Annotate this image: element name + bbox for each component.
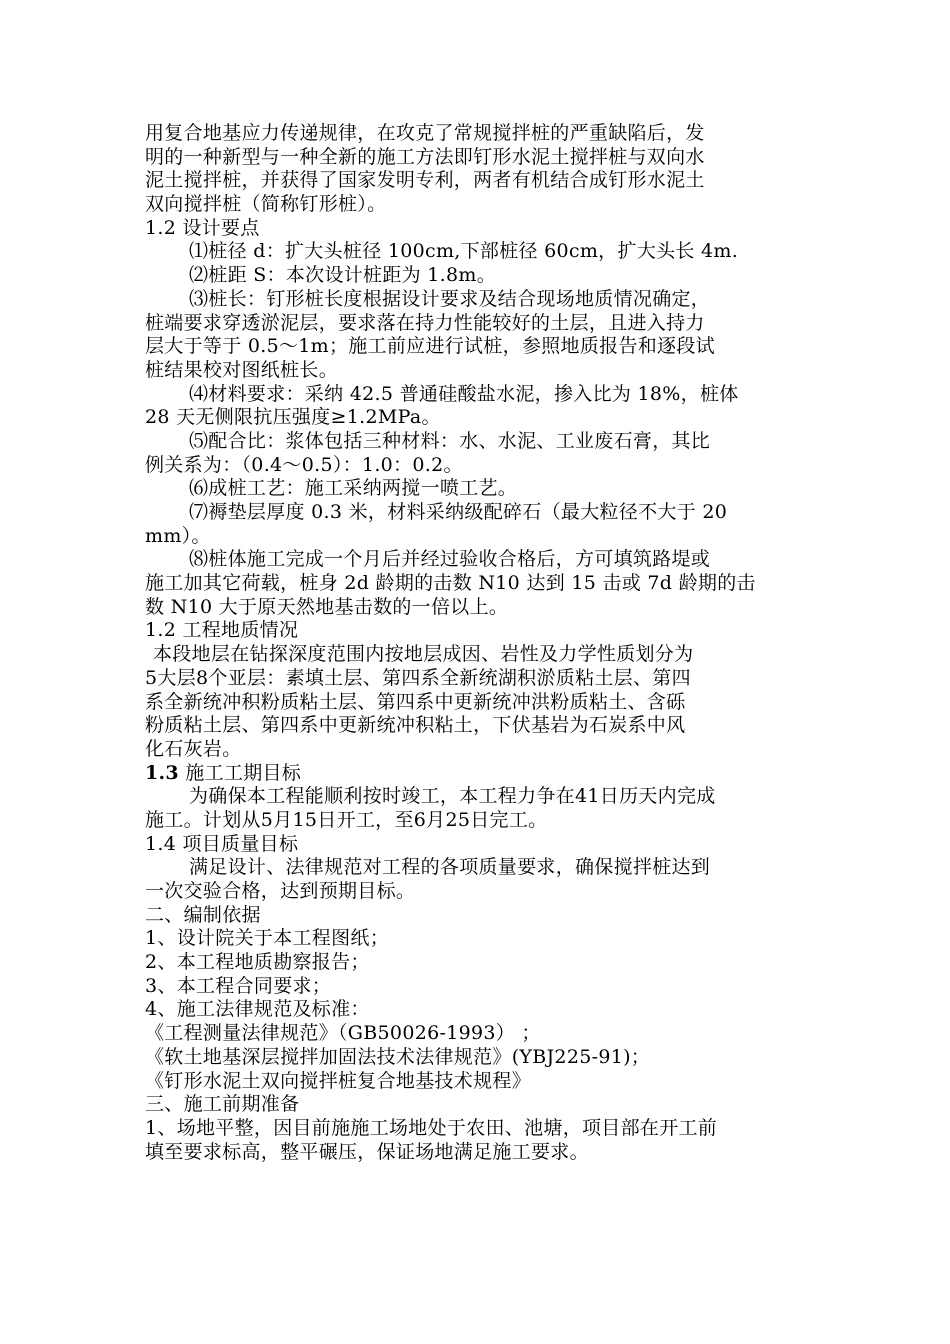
text-line: ⑺褥垫层厚度 0.3 米，材料采纳级配碎石（最大粒径不大于 20 xyxy=(189,501,728,523)
section-number: 1.3 xyxy=(145,761,179,784)
text-line: 本段地层在钻探深度范围内按地层成因、岩性及力学性质划分为 xyxy=(153,643,694,666)
text-line: 1.4 项目质量目标 xyxy=(145,832,299,855)
text-line: 双向搅拌桩（简称钉形桩）。 xyxy=(145,193,387,216)
text-line: 《钉形水泥土双向搅拌桩复合地基技术规程》 xyxy=(145,1069,532,1092)
text-line: 粉质粘土层、第四系中更新统冲积粘土，下伏基岩为石炭系中风 xyxy=(145,714,686,737)
text-line: ⑹成桩工艺：施工采纳两搅一喷工艺。 xyxy=(189,477,518,500)
text-line: ⑻桩体施工完成一个月后并经过验收合格后，方可填筑路堤或 xyxy=(189,548,711,571)
text-line: 桩端要求穿透淤泥层，要求落在持力性能较好的土层，且进入持力 xyxy=(145,311,705,334)
text-line: 为确保本工程能顺利按时竣工，本工程力争在41日历天内完成 xyxy=(189,785,716,808)
text-line: 《软土地基深层搅拌加固法技术法律规范》(YBJ225-91)； xyxy=(145,1045,651,1068)
text-line: 28 天无侧限抗压强度≥1.2MPa。 xyxy=(145,406,441,429)
text-line: 2、本工程地质勘察报告； xyxy=(145,951,370,974)
text-line: 用复合地基应力传递规律，在攻克了常规搅拌桩的严重缺陷后，发 xyxy=(145,122,705,144)
text-line: 施工。计划从5月15日开工，至6月25日完工。 xyxy=(145,808,548,831)
text-line: 1、设计院关于本工程图纸； xyxy=(145,927,389,950)
text-line: 1.2 工程地质情况 xyxy=(145,619,299,642)
text-line: ⑷材料要求：采纳 42.5 普通硅酸盐水泥，掺入比为 18%，桩体 xyxy=(189,382,739,405)
text-line: ⑵桩距 S：本次设计桩距为 1.8m。 xyxy=(189,264,497,287)
text-line: 4、施工法律规范及标准： xyxy=(145,998,370,1021)
text-line: 层大于等于 0.5～1m；施工前应进行试桩，参照地质报告和逐段试 xyxy=(145,335,715,358)
text-line: 化石灰岩。 xyxy=(145,737,242,760)
text-line: 泥土搅拌桩，并获得了国家发明专利，两者有机结合成钉形水泥土 xyxy=(145,169,705,192)
text-line: 系全新统冲积粉质粘土层、第四系中更新统冲洪粉质粘土、含砾 xyxy=(145,690,686,713)
document-body xyxy=(145,122,815,1164)
text-line: 二、编制依据 xyxy=(145,903,261,926)
text-line: 例关系为：（0.4～0.5）：1.0：0.2。 xyxy=(145,453,463,476)
text-line: mm）。 xyxy=(145,524,211,547)
text-line: 桩结果校对图纸桩长。 xyxy=(145,358,339,381)
text-line: 明的一种新型与一种全新的施工方法即钉形水泥土搅拌桩与双向水 xyxy=(145,145,705,168)
section-heading-text: 施工工期目标 xyxy=(178,761,302,784)
text-line: 施工加其它荷载，桩身 2d 龄期的击数 N10 达到 15 击或 7d 龄期的击 xyxy=(145,572,756,595)
text-line: 3、本工程合同要求； xyxy=(145,974,332,997)
text-line: 填至要求标高，整平碾压，保证场地满足施工要求。 xyxy=(145,1140,589,1163)
text-line: 满足设计、法律规范对工程的各项质量要求，确保搅拌桩达到 xyxy=(189,856,711,879)
text-line: 1.2 设计要点 xyxy=(145,216,260,239)
text-line: 5大层8个亚层：素填土层、第四系全新统湖积淤质粘土层、第四 xyxy=(145,666,691,689)
text-line: ⑸配合比：浆体包括三种材料：水、水泥、工业废石膏，其比 xyxy=(189,429,711,452)
text-line: 三、施工前期准备 xyxy=(145,1093,300,1116)
text-line: 1、场地平整，因目前施施工场地处于农田、池塘，项目部在开工前 xyxy=(145,1116,718,1139)
text-line: 数 N10 大于原天然地基击数的一倍以上。 xyxy=(145,595,509,618)
text-line: 《工程测量法律规范》（GB50026-1993） ； xyxy=(145,1022,541,1045)
text-line: ⑶桩长：钉形桩长度根据设计要求及结合现场地质情况确定， xyxy=(189,287,711,310)
text-line: ⑴桩径 d：扩大头桩径 100cm,下部桩径 60cm，扩大头长 4m. xyxy=(189,240,739,263)
text-line: 一次交验合格，达到预期目标。 xyxy=(145,880,416,902)
text-line xyxy=(145,762,815,786)
